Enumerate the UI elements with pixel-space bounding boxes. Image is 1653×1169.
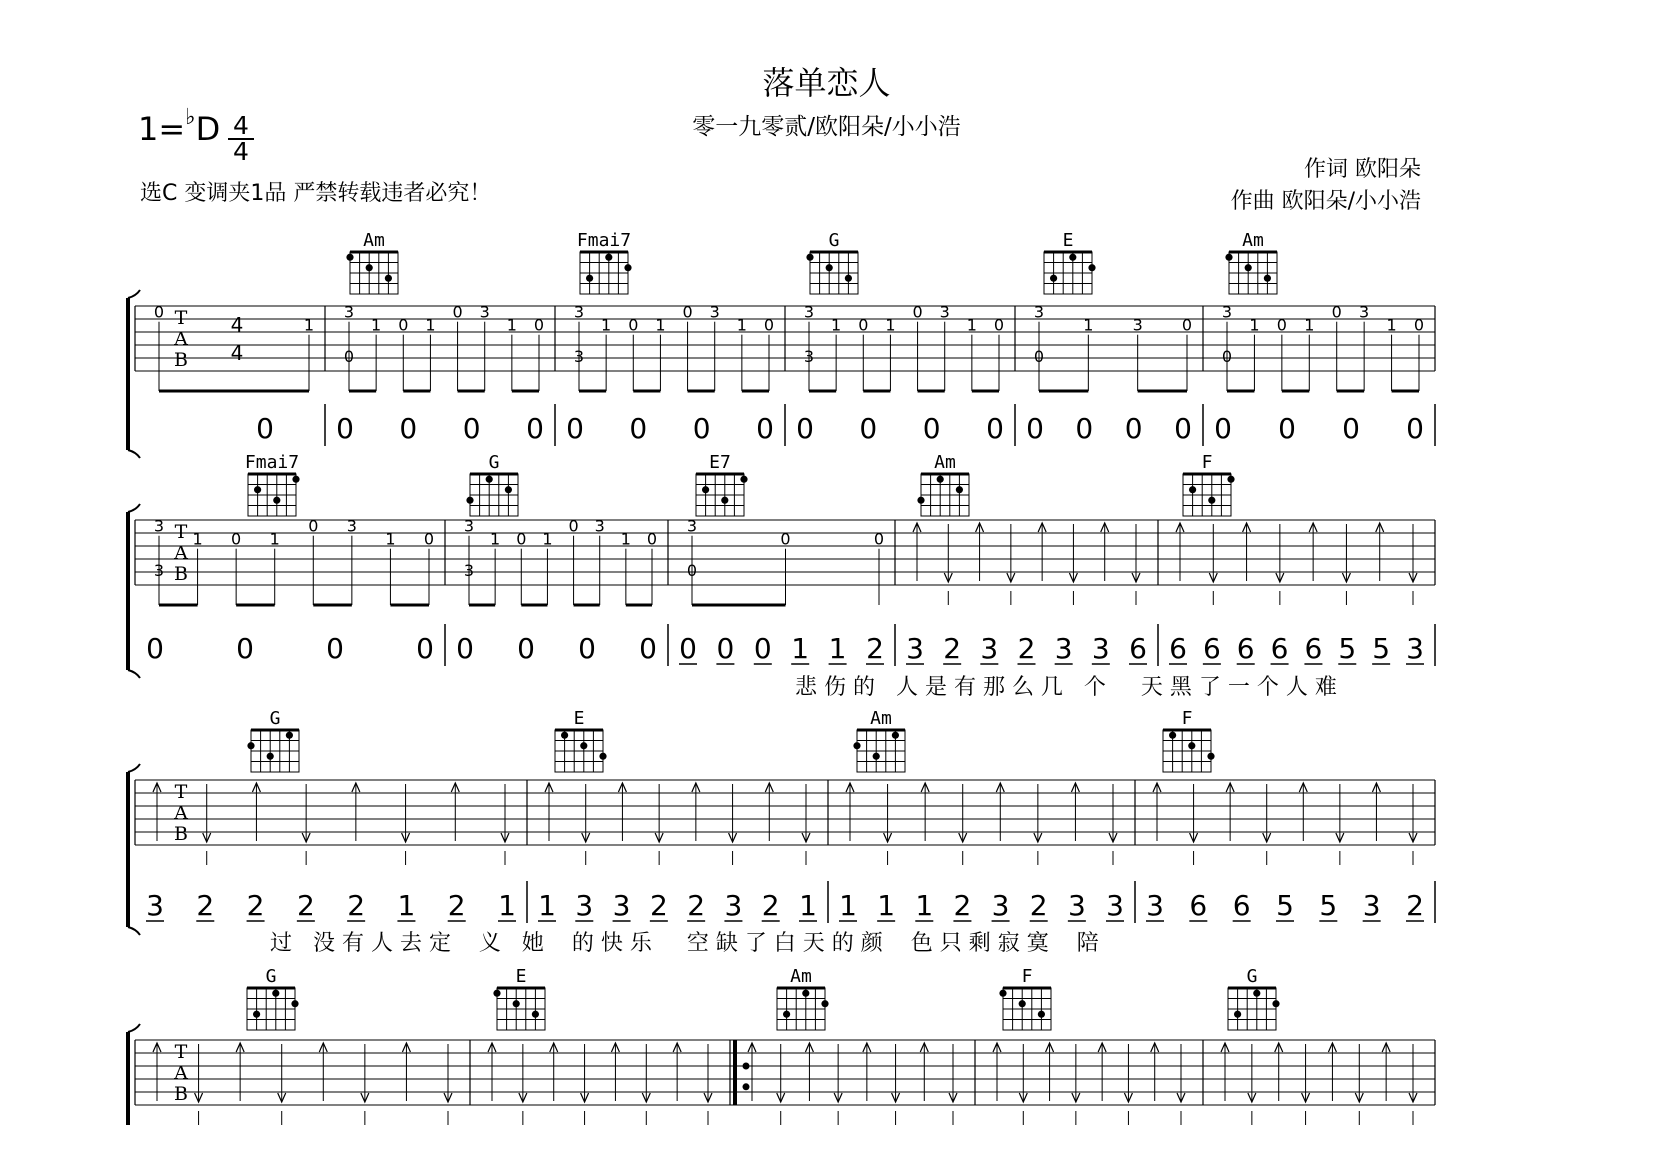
jianpu-note: 2 bbox=[761, 889, 780, 922]
chord-finger-dot bbox=[806, 254, 813, 261]
tab-fret-number: 0 bbox=[1413, 315, 1425, 335]
tab-fret-number: 1 bbox=[966, 315, 977, 335]
tab-clef-letter: A bbox=[174, 542, 188, 564]
chord-finger-dot bbox=[702, 486, 709, 493]
system-bracket-top bbox=[128, 290, 140, 298]
chord-finger-dot bbox=[956, 486, 963, 493]
tab-fret-number: 3 bbox=[153, 516, 165, 536]
chord-name: E bbox=[515, 966, 527, 987]
jianpu-note: 6 bbox=[1129, 632, 1147, 665]
jianpu-note: 0 bbox=[796, 412, 814, 445]
tab-fret-number: 1 bbox=[1386, 315, 1397, 335]
tab-fret-number: 0 bbox=[452, 302, 463, 322]
jianpu-note: 6 bbox=[1270, 632, 1289, 665]
jianpu-note: 0 bbox=[639, 632, 657, 665]
chord-finger-dot bbox=[253, 1011, 260, 1018]
jianpu-note: 0 bbox=[756, 412, 774, 445]
jianpu-note: 0 bbox=[986, 412, 1004, 445]
jianpu-note: 0 bbox=[692, 412, 711, 445]
jianpu-note: 3 bbox=[1146, 889, 1164, 922]
tab-fret-number: 1 bbox=[385, 529, 396, 549]
system-bracket-bottom bbox=[128, 670, 140, 678]
jianpu-note: 0 bbox=[578, 632, 596, 665]
chord-finger-dot bbox=[385, 275, 392, 282]
chord-finger-dot bbox=[821, 1000, 828, 1007]
jianpu-note: 6 bbox=[1232, 889, 1251, 922]
chord-name: F bbox=[1181, 708, 1193, 729]
tab-fret-number: 1 bbox=[1304, 315, 1315, 335]
tab-time-top: 4 bbox=[230, 313, 244, 337]
jianpu-note: 1 bbox=[799, 889, 817, 922]
tab-clef-letter: T bbox=[174, 521, 188, 543]
jianpu-note: 2 bbox=[866, 632, 884, 665]
jianpu-note: 2 bbox=[246, 889, 265, 922]
tab-fret-number: 1 bbox=[542, 529, 553, 549]
chord-finger-dot bbox=[1188, 742, 1195, 749]
tab-fret-number: 1 bbox=[736, 315, 747, 335]
tab-fret-number: 1 bbox=[425, 315, 436, 335]
tab-bass-fret-number: 0 bbox=[1033, 346, 1045, 366]
tab-fret-number: 3 bbox=[463, 516, 475, 536]
tab-fret-number: 0 bbox=[516, 529, 527, 549]
chord-finger-dot bbox=[1272, 1000, 1279, 1007]
jianpu-note: 1 bbox=[915, 889, 934, 922]
tab-fret-number: 0 bbox=[153, 302, 165, 322]
tab-bass-fret-number: 3 bbox=[803, 346, 815, 366]
page-title: 落单恋人 bbox=[762, 64, 891, 102]
tab-fret-number: 0 bbox=[682, 302, 693, 322]
chord-name: E bbox=[573, 708, 585, 729]
jianpu-note: 0 bbox=[1174, 412, 1192, 445]
tab-fret-number: 3 bbox=[709, 302, 720, 322]
tab-fret-number: 0 bbox=[1181, 315, 1193, 335]
system-bracket-bottom bbox=[128, 450, 140, 458]
jianpu-note: 1 bbox=[877, 889, 896, 922]
jianpu-note: 2 bbox=[649, 889, 668, 922]
jianpu-note: 3 bbox=[1106, 889, 1124, 922]
tab-fret-number: 1 bbox=[831, 315, 842, 335]
jianpu-note: 0 bbox=[256, 412, 274, 445]
chord-finger-dot bbox=[466, 497, 473, 504]
chord-finger-dot bbox=[1069, 254, 1076, 261]
tab-fret-number: 0 bbox=[646, 529, 658, 549]
chord-name: F bbox=[1021, 966, 1033, 987]
jianpu-note: 3 bbox=[906, 632, 924, 665]
tab-time-bottom: 4 bbox=[230, 341, 244, 365]
chord-finger-dot bbox=[1038, 1011, 1045, 1018]
chord-finger-dot bbox=[292, 476, 299, 483]
jianpu-note: 0 bbox=[462, 412, 481, 445]
jianpu-note: 1 bbox=[538, 889, 556, 922]
jianpu-note: 2 bbox=[1029, 889, 1048, 922]
chord-finger-dot bbox=[586, 275, 593, 282]
chord-finger-dot bbox=[1227, 476, 1234, 483]
chord-finger-dot bbox=[937, 476, 944, 483]
jianpu-note: 0 bbox=[629, 412, 648, 445]
chord-finger-dot bbox=[624, 264, 631, 271]
chord-name: Am bbox=[790, 966, 812, 987]
jianpu-note: 5 bbox=[1319, 889, 1338, 922]
chord-finger-dot bbox=[1234, 1011, 1241, 1018]
chord-finger-dot bbox=[1019, 1000, 1026, 1007]
chord-name: E7 bbox=[709, 452, 731, 473]
tab-fret-number: 0 bbox=[628, 315, 639, 335]
tab-clef-letter: A bbox=[174, 802, 188, 824]
repeat-dot bbox=[743, 1083, 750, 1090]
jianpu-note: 6 bbox=[1169, 632, 1187, 665]
tab-fret-number: 3 bbox=[939, 302, 950, 322]
chord-finger-dot bbox=[580, 742, 587, 749]
chord-finger-dot bbox=[853, 742, 860, 749]
tab-bass-fret-number: 0 bbox=[1221, 346, 1233, 366]
key-note: D bbox=[195, 110, 221, 148]
chord-finger-dot bbox=[1088, 264, 1095, 271]
tab-fret-number: 1 bbox=[1249, 315, 1260, 335]
chord-finger-dot bbox=[873, 753, 880, 760]
jianpu-note: 0 bbox=[859, 412, 878, 445]
jianpu-note: 0 bbox=[146, 632, 164, 665]
tab-bass-fret-number: 3 bbox=[463, 560, 475, 580]
jianpu-note: 0 bbox=[1406, 412, 1424, 445]
chord-finger-dot bbox=[273, 497, 280, 504]
chord-name: Fmai7 bbox=[576, 230, 632, 251]
tab-clef-letter: B bbox=[174, 1083, 188, 1105]
chord-finger-dot bbox=[254, 486, 261, 493]
jianpu-note: 1 bbox=[839, 889, 857, 922]
jianpu-note: 0 bbox=[566, 412, 584, 445]
tab-fret-number: 1 bbox=[371, 315, 382, 335]
tab-fret-number: 0 bbox=[308, 516, 319, 536]
jianpu-note: 2 bbox=[687, 889, 706, 922]
system-bracket-top bbox=[128, 764, 140, 772]
jianpu-note: 0 bbox=[236, 632, 254, 665]
jianpu-note: 2 bbox=[296, 889, 315, 922]
chord-name: Am bbox=[934, 452, 956, 473]
tab-fret-number: 1 bbox=[490, 529, 501, 549]
tab-fret-number: 0 bbox=[1331, 302, 1342, 322]
tab-bass-fret-number: 0 bbox=[343, 346, 355, 366]
chord-finger-dot bbox=[826, 264, 833, 271]
jianpu-note: 3 bbox=[991, 889, 1010, 922]
system-bracket-bottom bbox=[128, 927, 140, 935]
jianpu-note: 5 bbox=[1276, 889, 1294, 922]
chord-finger-dot bbox=[286, 732, 293, 739]
tab-bass-fret-number: 3 bbox=[153, 560, 165, 580]
chord-finger-dot bbox=[291, 1000, 298, 1007]
jianpu-note: 0 bbox=[456, 632, 474, 665]
chord-name: Fmai7 bbox=[244, 452, 300, 473]
jianpu-note: 0 bbox=[1342, 412, 1360, 445]
tab-fret-number: 3 bbox=[686, 516, 698, 536]
jianpu-note: 3 bbox=[1091, 632, 1110, 665]
tab-fret-number: 3 bbox=[1359, 302, 1370, 322]
chord-name: E bbox=[1062, 230, 1074, 251]
jianpu-note: 3 bbox=[1362, 889, 1381, 922]
chord-name: Am bbox=[870, 708, 892, 729]
jianpu-note: 2 bbox=[196, 889, 215, 922]
chord-finger-dot bbox=[999, 990, 1006, 997]
chord-finger-dot bbox=[1264, 275, 1271, 282]
repeat-dot bbox=[743, 1063, 750, 1070]
jianpu-note: 3 bbox=[575, 889, 594, 922]
jianpu-note: 3 bbox=[1054, 632, 1073, 665]
jianpu-note: 3 bbox=[612, 889, 631, 922]
chord-finger-dot bbox=[845, 275, 852, 282]
tab-clef-letter: A bbox=[174, 1062, 188, 1084]
chord-name: G bbox=[265, 966, 277, 987]
chord-name: F bbox=[1201, 452, 1213, 473]
jianpu-note: 6 bbox=[1236, 632, 1255, 665]
tab-fret-number: 3 bbox=[573, 302, 585, 322]
jianpu-note: 2 bbox=[1017, 632, 1036, 665]
chord-finger-dot bbox=[740, 476, 747, 483]
time-signature-bottom: 4 bbox=[233, 137, 249, 166]
flat-symbol: ♭ bbox=[185, 105, 196, 130]
jianpu-note: 3 bbox=[980, 632, 999, 665]
time-signature-top: 4 bbox=[228, 114, 254, 140]
tab-fret-number: 0 bbox=[568, 516, 579, 536]
tab-fret-number: 3 bbox=[1033, 302, 1045, 322]
jianpu-note: 3 bbox=[1406, 632, 1424, 665]
jianpu-note: 0 bbox=[1214, 412, 1232, 445]
composer-credit: 作曲 欧阳朵/小小浩 bbox=[1230, 189, 1421, 214]
chord-finger-dot bbox=[532, 1011, 539, 1018]
tab-fret-number: 1 bbox=[601, 315, 612, 335]
tab-fret-number: 1 bbox=[620, 529, 631, 549]
lyric-line: 过 没 有 人 去 定 义 她 的 快 乐 空 缺 了 白 天 的 颜 色 只 剩 寂 寞 陪 bbox=[270, 931, 1099, 956]
chord-finger-dot bbox=[493, 990, 500, 997]
tab-fret-number: 1 bbox=[192, 529, 203, 549]
jianpu-note: 0 bbox=[1278, 412, 1296, 445]
tab-clef-letter: T bbox=[174, 781, 188, 803]
chord-finger-dot bbox=[346, 254, 353, 261]
jianpu-note: 0 bbox=[336, 412, 354, 445]
jianpu-note: 1 bbox=[791, 632, 810, 665]
jianpu-note: 3 bbox=[1067, 889, 1086, 922]
jianpu-note: 0 bbox=[1075, 412, 1094, 445]
tab-fret-number: 1 bbox=[655, 315, 666, 335]
tab-fret-number: 0 bbox=[912, 302, 923, 322]
jianpu-note: 6 bbox=[1202, 632, 1221, 665]
chord-finger-dot bbox=[1253, 990, 1260, 997]
chord-finger-dot bbox=[1189, 486, 1196, 493]
jianpu-note: 0 bbox=[1026, 412, 1044, 445]
tab-fret-number: 0 bbox=[763, 315, 775, 335]
chord-finger-dot bbox=[599, 753, 606, 760]
tab-fret-number: 3 bbox=[346, 516, 357, 536]
system-bracket-top bbox=[128, 504, 140, 512]
jianpu-note: 2 bbox=[953, 889, 972, 922]
tab-fret-number: 1 bbox=[1083, 315, 1094, 335]
chord-name: G bbox=[488, 452, 500, 473]
jianpu-note: 1 bbox=[397, 889, 416, 922]
tab-fret-number: 0 bbox=[780, 529, 791, 549]
chord-finger-dot bbox=[366, 264, 373, 271]
chord-finger-dot bbox=[802, 990, 809, 997]
chord-name: G bbox=[269, 708, 281, 729]
chord-finger-dot bbox=[1225, 254, 1232, 261]
jianpu-note: 2 bbox=[943, 632, 962, 665]
chord-finger-dot bbox=[1050, 275, 1057, 282]
tab-clef-letter: T bbox=[174, 1041, 188, 1063]
jianpu-note: 0 bbox=[399, 412, 418, 445]
tab-fret-number: 0 bbox=[533, 315, 545, 335]
jianpu-note: 3 bbox=[146, 889, 164, 922]
jianpu-note: 0 bbox=[716, 632, 735, 665]
tab-clef-letter: B bbox=[174, 563, 188, 585]
chord-name: Am bbox=[363, 230, 385, 251]
tab-bass-fret-number: 0 bbox=[686, 560, 698, 580]
jianpu-note: 6 bbox=[1189, 889, 1208, 922]
chord-finger-dot bbox=[505, 486, 512, 493]
tab-fret-number: 3 bbox=[343, 302, 355, 322]
chord-name: G bbox=[1246, 966, 1258, 987]
chord-finger-dot bbox=[513, 1000, 520, 1007]
jianpu-note: 1 bbox=[498, 889, 516, 922]
jianpu-note: 5 bbox=[1338, 632, 1357, 665]
tab-fret-number: 0 bbox=[398, 315, 409, 335]
chord-finger-dot bbox=[486, 476, 493, 483]
tab-fret-number: 0 bbox=[993, 315, 1005, 335]
tab-fret-number: 1 bbox=[885, 315, 896, 335]
tab-fret-number: 1 bbox=[303, 315, 315, 335]
jianpu-note: 3 bbox=[724, 889, 743, 922]
jianpu-note: 0 bbox=[1124, 412, 1143, 445]
chord-finger-dot bbox=[721, 497, 728, 504]
chord-finger-dot bbox=[247, 742, 254, 749]
chord-name: G bbox=[828, 230, 840, 251]
jianpu-note: 6 bbox=[1304, 632, 1323, 665]
tab-fret-number: 3 bbox=[1132, 315, 1143, 335]
tab-fret-number: 0 bbox=[858, 315, 869, 335]
jianpu-note: 0 bbox=[326, 632, 344, 665]
chord-finger-dot bbox=[605, 254, 612, 261]
chord-finger-dot bbox=[783, 1011, 790, 1018]
jianpu-note: 2 bbox=[347, 889, 366, 922]
tab-fret-number: 0 bbox=[231, 529, 242, 549]
jianpu-note: 1 bbox=[828, 632, 847, 665]
chord-finger-dot bbox=[267, 753, 274, 760]
jianpu-note: 2 bbox=[447, 889, 466, 922]
jianpu-note: 0 bbox=[526, 412, 544, 445]
key-prefix: 1= bbox=[138, 110, 186, 148]
chord-finger-dot bbox=[272, 990, 279, 997]
chord-finger-dot bbox=[1169, 732, 1176, 739]
tab-fret-number: 3 bbox=[1221, 302, 1233, 322]
jianpu-note: 0 bbox=[679, 632, 697, 665]
tab-fret-number: 3 bbox=[803, 302, 815, 322]
chord-finger-dot bbox=[1207, 753, 1214, 760]
tab-fret-number: 3 bbox=[594, 516, 605, 536]
tab-clef-letter: B bbox=[174, 823, 188, 845]
song-credits: 零一九零贰/欧阳朵/小小浩 bbox=[692, 114, 961, 140]
chord-finger-dot bbox=[917, 497, 924, 504]
capo-note: 选C 变调夹1品 严禁转载违者必究！ bbox=[140, 181, 492, 206]
tab-fret-number: 1 bbox=[269, 529, 280, 549]
chord-finger-dot bbox=[1208, 497, 1215, 504]
chord-name: Am bbox=[1242, 230, 1264, 251]
lyric-line: 悲 伤 的 人 是 有 那 么 几 个 天 黑 了 一 个 人 难 bbox=[795, 675, 1337, 700]
tab-fret-number: 0 bbox=[1276, 315, 1287, 335]
tab-fret-number: 3 bbox=[479, 302, 490, 322]
tab-clef-letter: B bbox=[174, 349, 188, 371]
chord-finger-dot bbox=[561, 732, 568, 739]
lyricist-credit: 作词 欧阳朵 bbox=[1304, 157, 1421, 182]
tab-clef-letter: T bbox=[174, 307, 188, 329]
tab-fret-number: 0 bbox=[873, 529, 885, 549]
system-bracket-top bbox=[128, 1024, 140, 1032]
jianpu-note: 2 bbox=[1406, 889, 1424, 922]
tab-clef-letter: A bbox=[174, 328, 188, 350]
jianpu-note: 0 bbox=[517, 632, 535, 665]
chord-finger-dot bbox=[892, 732, 899, 739]
tab-fret-number: 1 bbox=[506, 315, 517, 335]
jianpu-note: 0 bbox=[416, 632, 434, 665]
tab-fret-number: 0 bbox=[423, 529, 435, 549]
tab-bass-fret-number: 3 bbox=[573, 346, 585, 366]
chord-finger-dot bbox=[1245, 264, 1252, 271]
jianpu-note: 5 bbox=[1372, 632, 1391, 665]
jianpu-note: 0 bbox=[753, 632, 772, 665]
jianpu-note: 0 bbox=[922, 412, 941, 445]
